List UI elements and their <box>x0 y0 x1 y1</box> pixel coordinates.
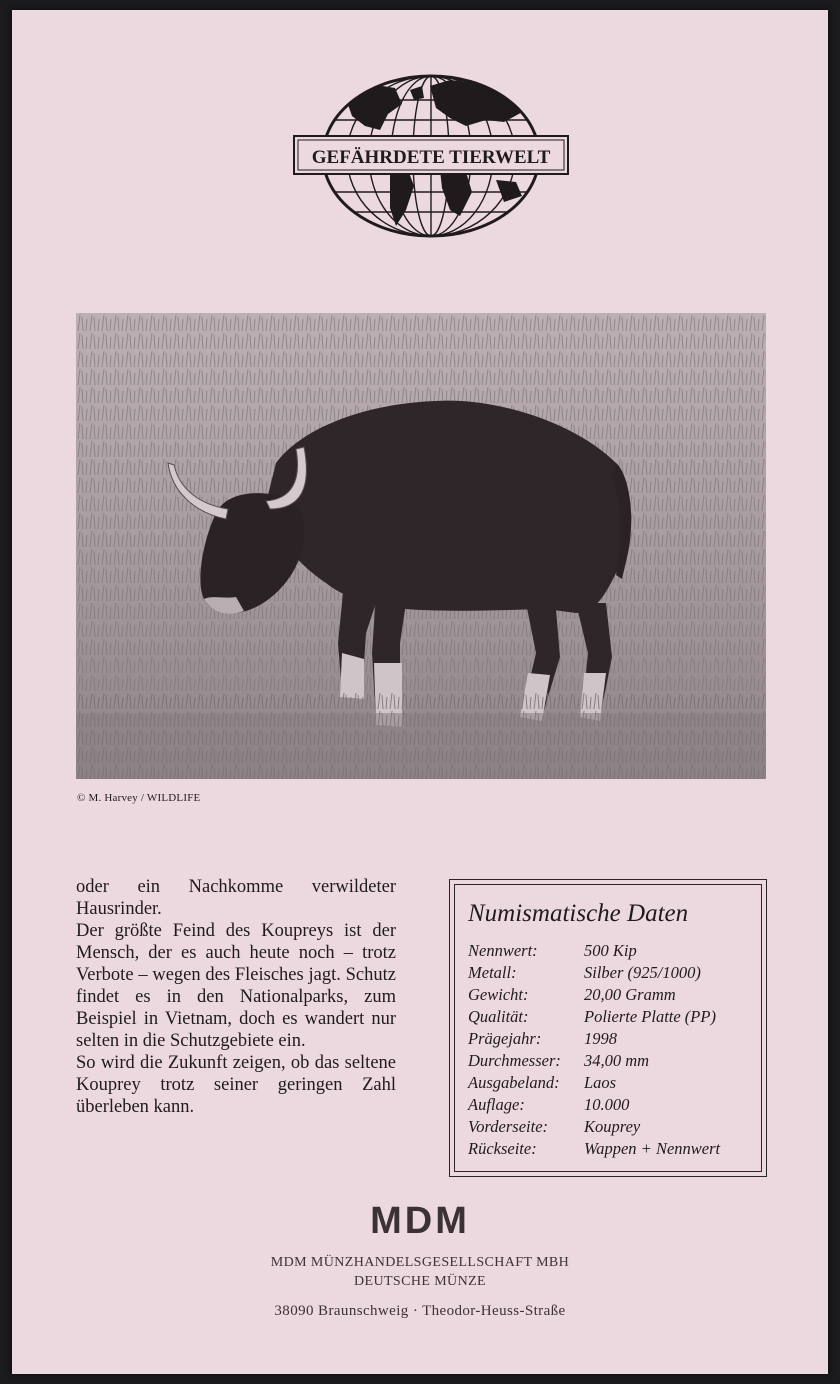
company-address: 38090 Braunschweig · Theodor-Heuss-Straße <box>274 1303 566 1319</box>
data-row-gewicht <box>468 984 758 1006</box>
data-key: Gewicht: <box>468 985 529 1004</box>
description-paragraph: Der größte Feind des Koupreys ist der Mensch, der es auch heute noch – trotz Verbote – wegen des Fleisches jagt. Schutz findet es in den Nationalparks, zum Beispiel in Vietnam, doch es wandert nur selten in die Schutzgebiete ein. <box>76 921 396 1051</box>
data-value: 1998 <box>584 1029 617 1048</box>
globe-icon <box>290 70 572 242</box>
data-key: Auflage: <box>468 1095 525 1114</box>
logo-text: GEFÄHRDETE TIERWELT <box>311 147 551 168</box>
description-paragraph: oder ein Nachkomme verwildeter Hausrinder. <box>76 877 396 919</box>
data-key: Qualität: <box>468 1007 529 1026</box>
data-key: Durchmesser: <box>468 1051 561 1070</box>
data-value: Kouprey <box>584 1117 641 1136</box>
kouprey-description <box>76 876 396 1118</box>
data-row-nennwert <box>468 940 758 962</box>
photo-credit: © M. Harvey / WILDLIFE <box>77 792 201 804</box>
numismatic-data-box <box>449 879 767 1177</box>
data-value: 34,00 mm <box>584 1051 650 1070</box>
data-row-vorderseite <box>468 1116 758 1138</box>
data-row-qualitaet <box>468 1006 758 1028</box>
data-key: Rückseite: <box>468 1139 537 1158</box>
data-value: 500 Kip <box>584 941 637 960</box>
numismatic-title: Numismatische Daten <box>468 900 689 927</box>
gefaehrdete-tierwelt-logo <box>290 70 572 242</box>
mdm-brand-logo: MDM <box>370 1200 470 1242</box>
data-key: Metall: <box>468 963 517 982</box>
data-row-praegejahr <box>468 1028 758 1050</box>
data-key: Prägejahr: <box>468 1029 542 1048</box>
data-value: Wappen + Nennwert <box>584 1139 721 1158</box>
data-value: 20,00 Gramm <box>584 985 676 1004</box>
data-key: Vorderseite: <box>468 1117 549 1136</box>
data-row-durchmesser <box>468 1050 758 1072</box>
data-value: Polierte Platte (PP) <box>584 1007 716 1026</box>
company-subtitle: DEUTSCHE MÜNZE <box>354 1274 486 1289</box>
data-row-metall <box>468 962 758 984</box>
data-key: Ausgabeland: <box>468 1073 560 1092</box>
data-row-rueckseite <box>468 1138 758 1160</box>
data-value: Laos <box>584 1073 617 1092</box>
kouprey-photo <box>76 313 766 779</box>
data-row-auflage <box>468 1094 758 1116</box>
data-key: Nennwert: <box>468 941 538 960</box>
company-name: MDM MÜNZHANDELSGESELLSCHAFT MBH <box>270 1255 570 1270</box>
data-value: Silber (925/1000) <box>584 963 701 982</box>
numismatic-rows <box>468 940 758 1160</box>
certificate-sheet <box>12 10 828 1374</box>
description-paragraph: So wird die Zukunft zeigen, ob das seltene Kouprey trotz seiner geringen Zahl überleben kann. <box>76 1053 396 1117</box>
data-row-ausgabeland <box>468 1072 758 1094</box>
data-value: 10.000 <box>584 1095 630 1114</box>
